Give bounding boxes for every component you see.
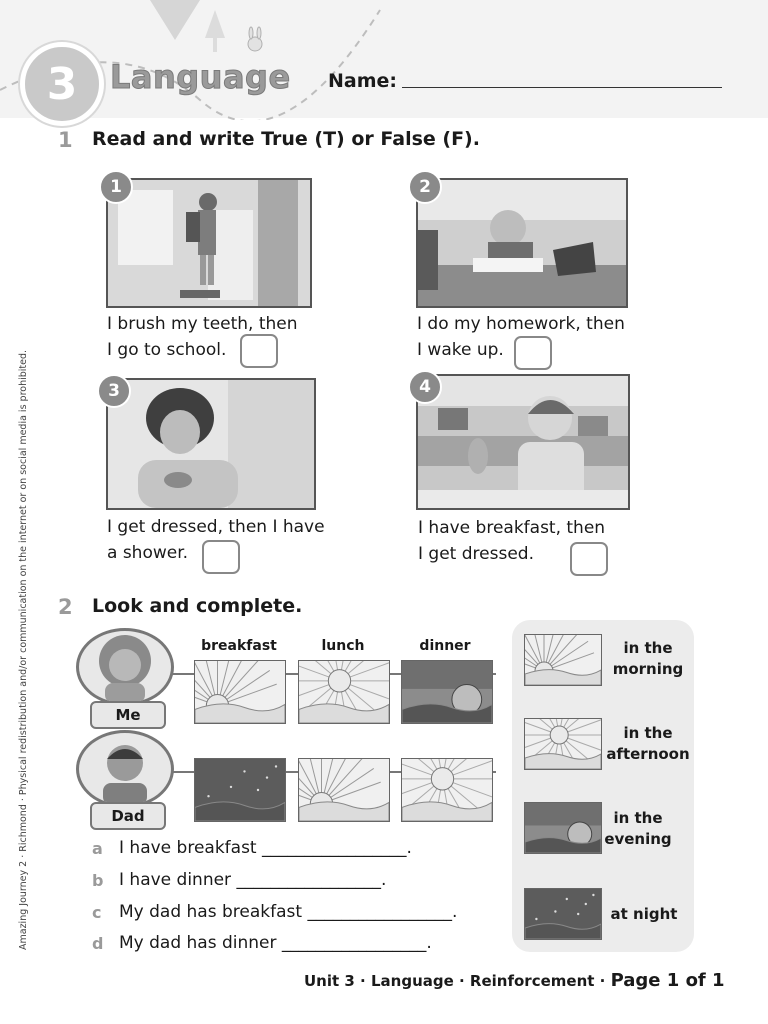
question-d-text[interactable]: My dad has dinner _________________. (119, 933, 432, 953)
column-breakfast: breakfast (201, 638, 277, 654)
question-d-letter: d (92, 934, 104, 953)
scene-me-lunch-afternoon (298, 660, 390, 724)
question-c-text[interactable]: My dad has breakfast _________________. (119, 902, 458, 922)
side-scene-night (524, 888, 602, 940)
sentence-3-line1: I get dressed, then I have (107, 517, 325, 537)
page-footer: Unit 3 · Language · Reinforcement · Page 1 of 1 (304, 970, 725, 991)
time-label-evening: in the evening (604, 809, 672, 848)
time-label-night: at night (610, 905, 678, 923)
unit-number-badge: 3 (20, 42, 104, 126)
sentence-1-line2: I go to school. (107, 340, 227, 360)
time-label-afternoon: in the afternoon (606, 724, 690, 763)
question-c-letter: c (92, 903, 102, 922)
sentence-2-line2: I wake up. (417, 340, 504, 360)
side-scene-morning (524, 634, 602, 686)
photo-2-badge: 2 (408, 170, 442, 204)
question-a-letter: a (92, 839, 103, 858)
exercise-2-number: 2 (58, 595, 73, 619)
photo-1-badge: 1 (99, 170, 133, 204)
sentence-3-line2: a shower. (107, 543, 189, 563)
scene-dad-dinner-afternoon (401, 758, 493, 822)
exercise-1-title: Read and write True (T) or False (F). (92, 128, 480, 150)
avatar-dad (76, 730, 174, 808)
scene-me-breakfast-morning (194, 660, 286, 724)
avatar-me (76, 628, 174, 706)
side-scene-afternoon (524, 718, 602, 770)
scene-dad-lunch-morning (298, 758, 390, 822)
time-label-morning: in the morning (612, 639, 684, 678)
question-b-text[interactable]: I have dinner _________________. (119, 870, 387, 890)
sentence-2-line1: I do my homework, then (417, 314, 625, 334)
question-b-letter: b (92, 871, 104, 890)
side-scene-evening (524, 802, 602, 854)
question-a-text[interactable]: I have breakfast _________________. (119, 838, 412, 858)
name-label: Name: (328, 70, 398, 92)
photo-3-badge: 3 (97, 374, 131, 408)
name-tag-dad: Dad (90, 802, 166, 830)
sentence-1-line1: I brush my teeth, then (107, 314, 298, 334)
exercise-1-number: 1 (58, 128, 73, 152)
column-dinner: dinner (419, 638, 471, 654)
copyright-sidebar: Amazing Journey 2 · Richmond · Physical redistribution and/or communication on the internet or on social media is prohibited. (18, 349, 29, 950)
sentence-4-line2: I get dressed. (418, 544, 534, 564)
name-tag-me: Me (90, 701, 166, 729)
photo-4-badge: 4 (408, 370, 442, 404)
section-title: Language (110, 58, 291, 96)
column-lunch: lunch (321, 638, 365, 654)
scene-dad-breakfast-night (194, 758, 286, 822)
exercise-2-title: Look and complete. (92, 595, 303, 617)
scene-me-dinner-evening (401, 660, 493, 724)
sentence-4-line1: I have breakfast, then (418, 518, 606, 538)
